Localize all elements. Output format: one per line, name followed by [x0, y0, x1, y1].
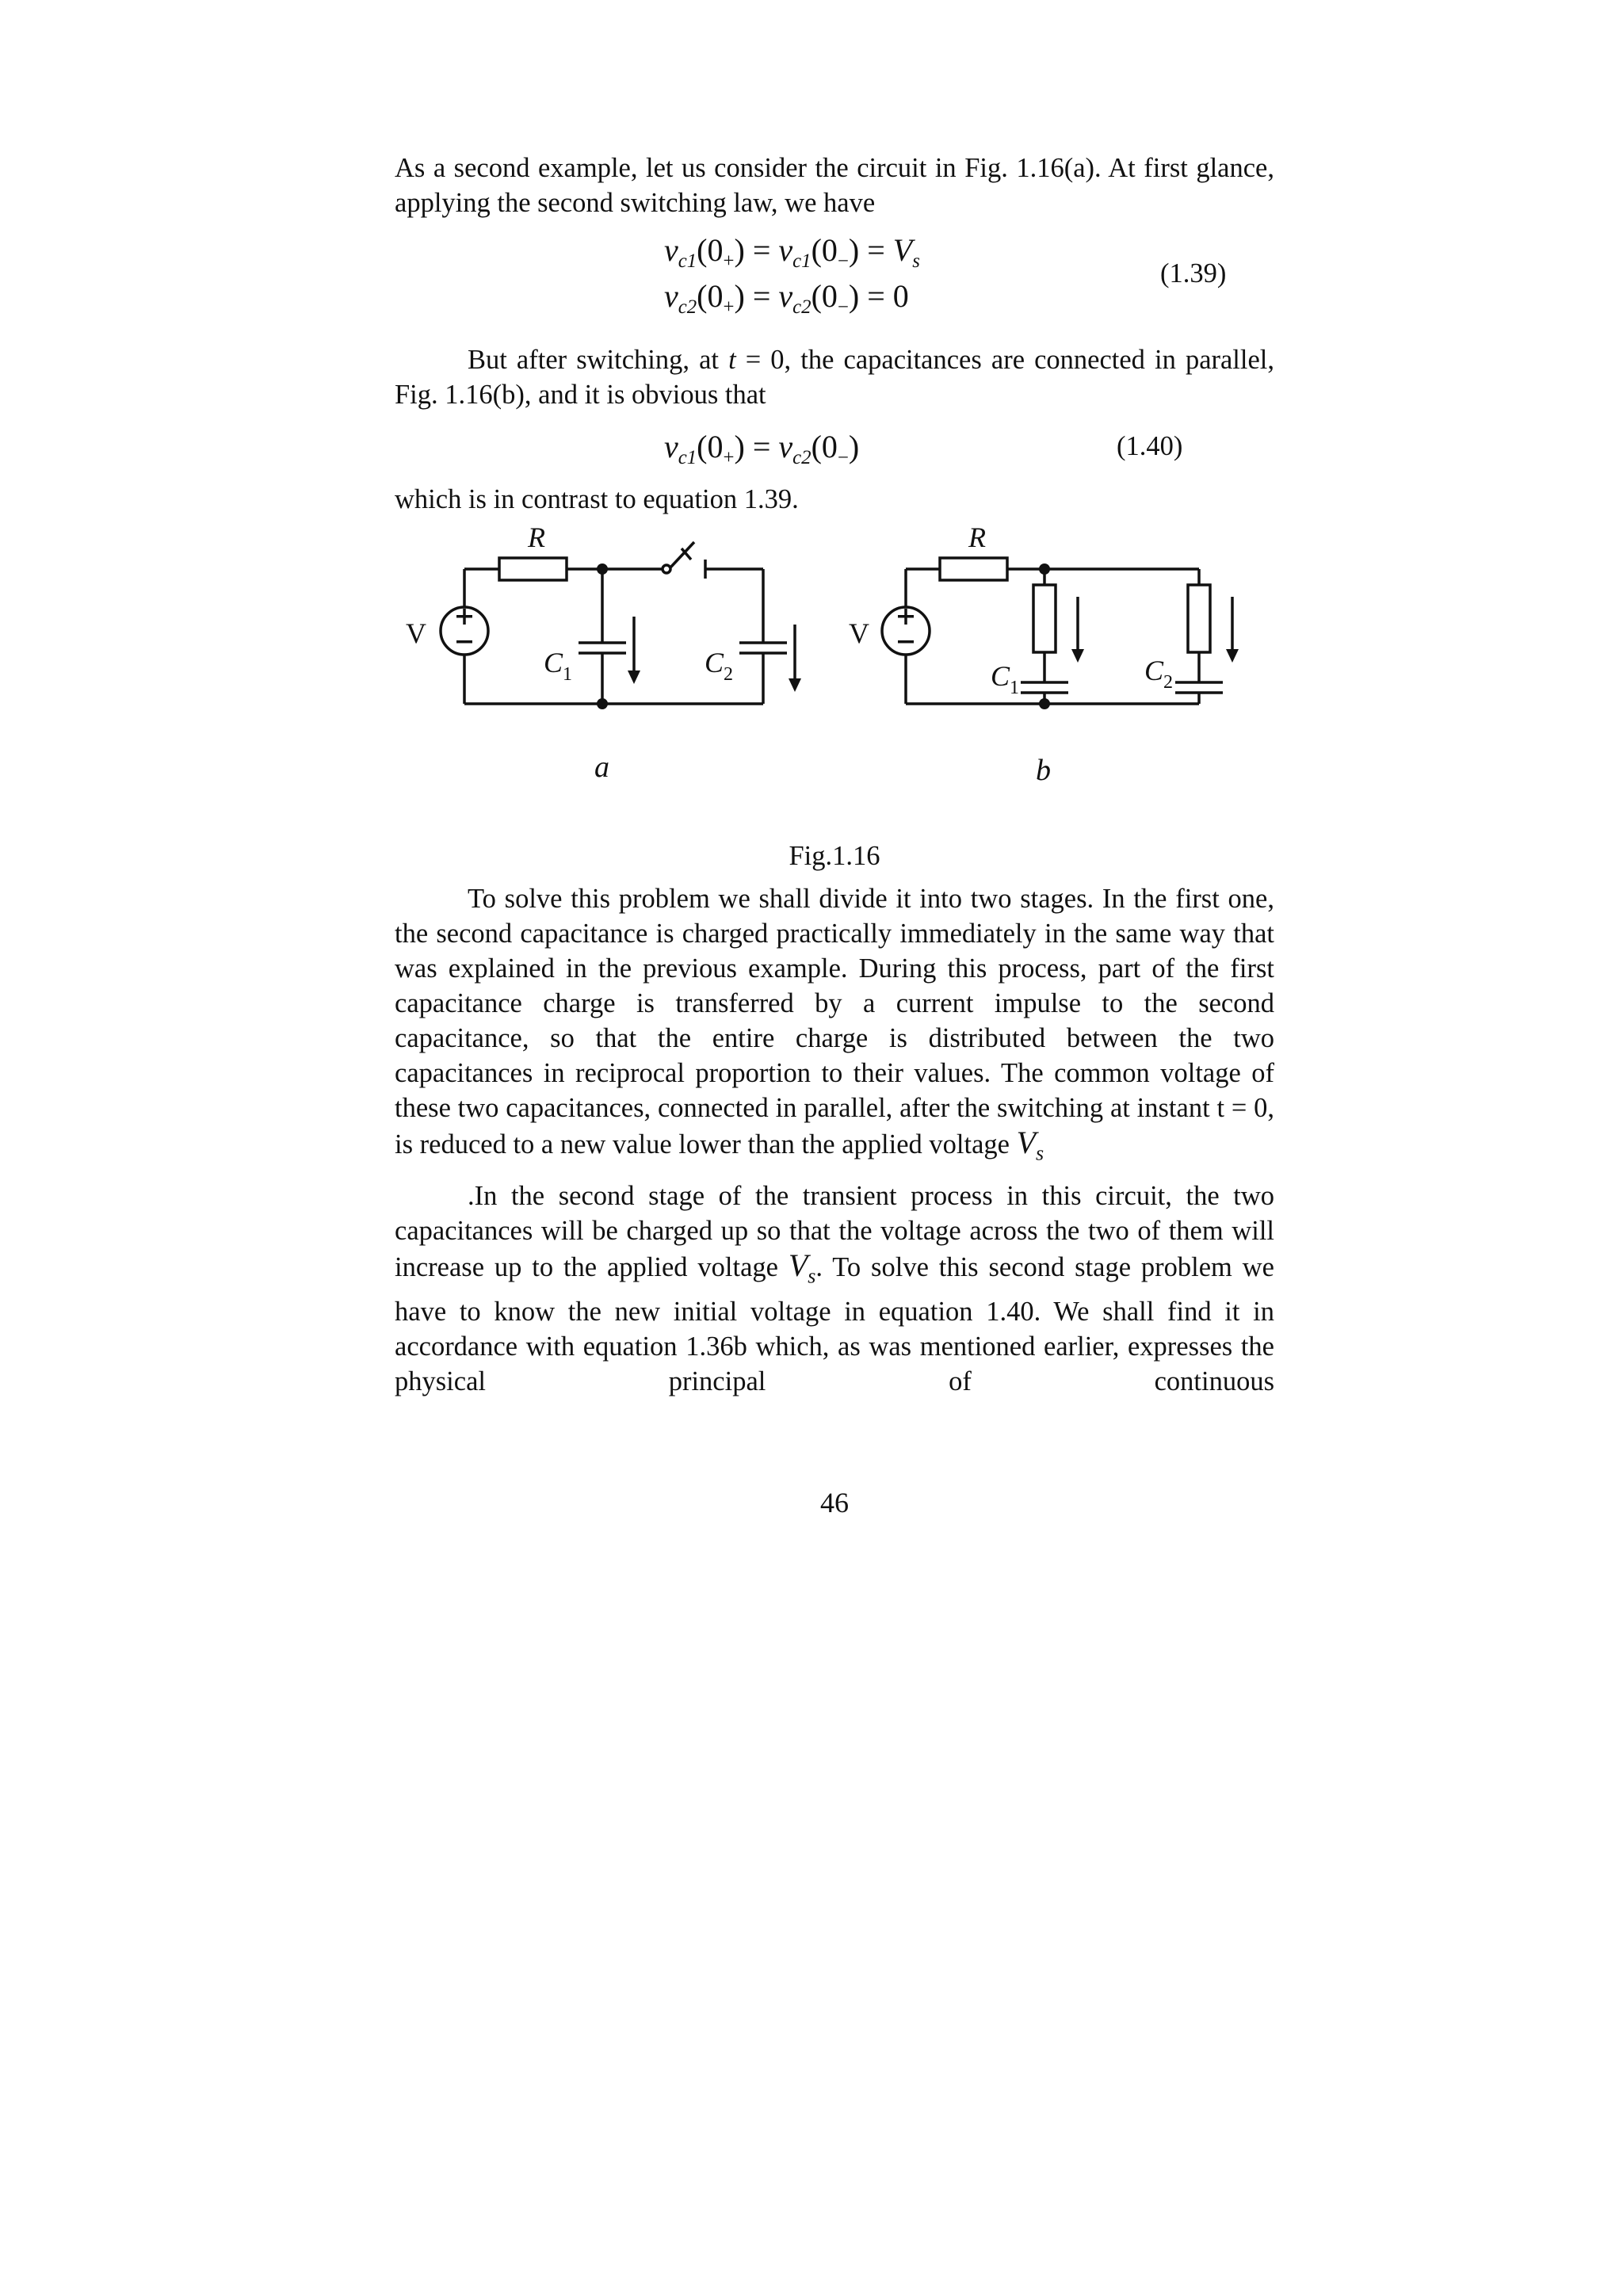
equation-number-1-40: (1.40)	[1117, 431, 1183, 461]
label-a: a	[594, 751, 609, 784]
paragraph-contrast: which is in contrast to equation 1.39.	[395, 484, 799, 514]
label-c1-b: C	[991, 660, 1010, 692]
label-c1-b-sub: 1	[1010, 678, 1019, 698]
label-c2-b: C	[1144, 655, 1164, 686]
branch-resistor-b-1	[1033, 585, 1056, 652]
paragraph-two-stages: To solve this problem we shall divide it into two stages. In the first one, the second capacitance is charged practically immediately in the same way that was explained in the previous example. During this process, part of the first capacitance charge is transferred by a current impulse to the second capacitance, so that the entire charge is distributed between the two capacitances in reciprocal proportion to their values. The common voltage of these two capacitances, connected in parallel, after the switching at instant t = 0, is reduced to a new value lower than the applied voltage $V_s$	[395, 884, 1274, 1165]
paragraph-intro: As a second example, let us consider the circuit in Fig. 1.16(a). At first glance, applying the second switching law, we have	[395, 153, 1274, 218]
paragraph-after-switching: But after switching, at t = 0, the capacitances are connected in parallel, Fig. 1.16(b), and it is obvious that	[395, 345, 1274, 410]
label-r-a: R	[528, 521, 545, 553]
circuit-b	[882, 558, 1232, 704]
equation-1-40-line: $v_{c1}(0_+) = v_{c2}(0_-)$	[664, 429, 860, 468]
circuit-diagram	[395, 521, 1274, 862]
resistor-a	[499, 558, 567, 580]
switch-a-contact	[663, 565, 670, 573]
page-number: 46	[820, 1487, 849, 1519]
equation-1-39	[395, 231, 1274, 327]
page-content	[395, 151, 1274, 1519]
circuit-a	[441, 542, 795, 704]
label-c1-a-sub: 1	[563, 664, 572, 685]
paragraph-second-stage: .In the second stage of the transient process in this circuit, the two capacitances will be charged up so that the voltage across the two of them will increase up to the applied voltage $V_s$. To solve this second stage problem we have to know the new initial voltage in equation 1.40. We shall find it in accordance with equation 1.36b which, as was mentioned earlier, expresses the physical principal of continuous	[395, 1181, 1274, 1396]
label-c1-a: C	[544, 647, 563, 678]
equation-1-39-line-2: $v_{c2}(0_+) = v_{c2}(0_-) = 0$	[664, 278, 909, 318]
equation-1-39-line-1: $v_{c1}(0_+) = v_{c1}(0_-) = V_s$	[664, 232, 920, 272]
switch-a-blade	[670, 542, 694, 567]
label-c2-b-sub: 2	[1163, 672, 1173, 693]
label-c2-a: C	[705, 647, 724, 678]
label-b: b	[1036, 754, 1051, 787]
figure-1-16	[395, 521, 1274, 862]
label-c2-a-sub: 2	[724, 664, 733, 685]
label-v-b: V	[849, 617, 869, 649]
equation-1-40	[395, 422, 1274, 474]
resistor-b	[940, 558, 1007, 580]
label-r-b: R	[968, 521, 986, 553]
figure-caption: Fig.1.16	[789, 841, 880, 871]
branch-resistor-b-2	[1188, 585, 1210, 652]
equation-number-1-39: (1.39)	[1160, 258, 1227, 288]
label-v-a: V	[406, 617, 426, 649]
